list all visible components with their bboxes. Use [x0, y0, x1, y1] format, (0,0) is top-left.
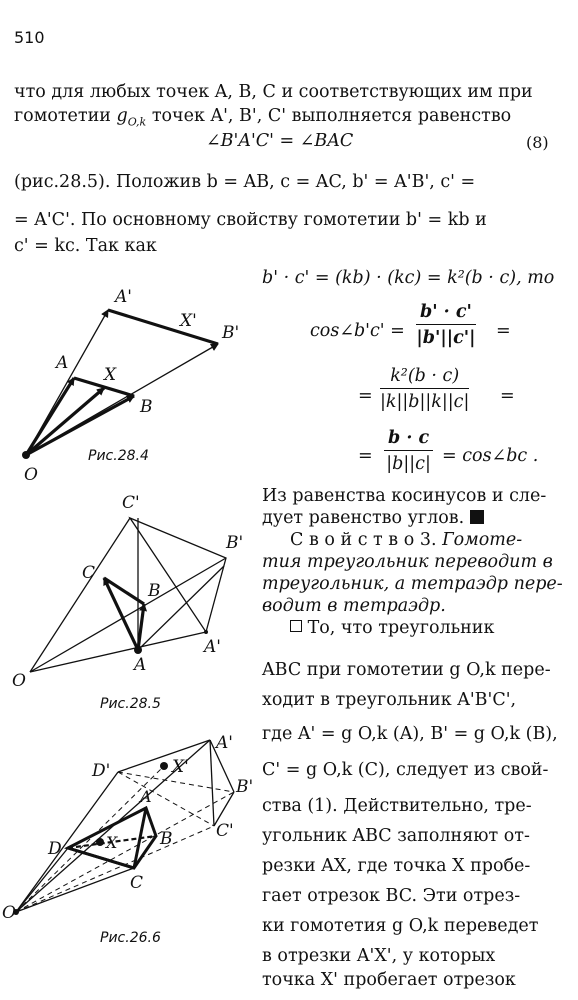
text-r18: точка X' пробегает отрезок [262, 970, 516, 990]
label-a: A [140, 787, 152, 806]
fraction-1-eq: = [496, 321, 511, 341]
label-b: B [140, 397, 153, 417]
end-of-proof-icon [470, 510, 484, 524]
homothety-symbol: g [116, 106, 128, 126]
cos-lhs: cos∠b'c' = [310, 321, 405, 341]
triangle-a1b1c1 [130, 518, 226, 632]
label-c: C [130, 873, 144, 893]
label-b1: B' [236, 777, 254, 797]
ray-oc1 [30, 518, 130, 672]
edge-dc [68, 848, 134, 868]
label-b1: B' [222, 323, 240, 343]
text-r16: ки гомотетия g O,k переведет [262, 916, 539, 936]
text-line-2-end: точек A', B', C' выполняется равенство [151, 106, 512, 126]
label-d1: D' [92, 761, 111, 781]
text-r9: ходит в треугольник A'B'C', [262, 690, 517, 710]
fraction-3-rhs: = cos∠bc . [442, 446, 539, 466]
text-line-4: (рис.28.5). Положив b = AB, c = AC, b' = A'B', c' = [14, 172, 476, 192]
caption-28-5: Рис.28.5 [100, 696, 161, 712]
equation-8: ∠B'A'C' = ∠BAC [206, 131, 354, 151]
text-r6: водит в тетраэдр. [262, 596, 446, 616]
label-a: A [134, 655, 147, 675]
equation-number: (8) [526, 133, 549, 152]
fraction-3-den: |b||c| [386, 454, 431, 474]
text-r7-text: То, что треугольник [307, 618, 495, 638]
text-r4: тия треугольник переводит в [262, 552, 553, 572]
point-x1 [160, 762, 168, 770]
fraction-3 [384, 428, 433, 474]
label-a: A [56, 353, 69, 373]
text-line-5: = A'C'. По основному свойству гомотетии b' = kb и [14, 210, 487, 230]
fraction-2-lhs: = [358, 386, 373, 406]
homothety-subscript: O,k [127, 115, 147, 129]
label-x: X [104, 365, 117, 385]
point-o [22, 451, 30, 459]
text-r2-text: дует равенство углов. [262, 508, 465, 528]
text-line-1: что для любых точек A, B, C и соответствующих им при [14, 82, 533, 102]
label-o: O [12, 671, 26, 691]
label-d: D [48, 839, 62, 859]
label-o: O [2, 903, 16, 923]
property-title: С в о й с т в о 3. [290, 530, 437, 550]
label-a1: A' [115, 287, 132, 307]
label-c: C [82, 563, 96, 583]
fraction-2 [380, 366, 469, 412]
label-c1: C' [216, 821, 234, 841]
text-r10: где A' = g O,k (A), B' = g O,k (B), [262, 724, 558, 744]
figure-28-5 [0, 486, 260, 716]
caption-28-4: Рис.28.4 [88, 448, 149, 464]
text-r17: в отрезки A'X', у которых [262, 946, 496, 966]
fraction-2-num: k²(b · c) [380, 366, 469, 389]
text-r7 [290, 618, 494, 640]
figure-28-4 [0, 280, 260, 490]
caption-26-6: Рис.26.6 [100, 930, 161, 946]
label-b: B [148, 581, 161, 601]
label-x1: X' [172, 757, 189, 777]
text-r15: гает отрезок BC. Эти отрез- [262, 886, 521, 906]
label-x: X [106, 833, 118, 852]
edge-a1c1 [210, 740, 214, 826]
equation-dot-product: b' · c' = (kb) · (kc) = k²(b · c), то [262, 268, 555, 288]
ray-oa1 [30, 632, 206, 672]
vector-ox [26, 388, 104, 455]
text-line-6: c' = kc. Так как [14, 236, 157, 256]
label-b: B [160, 829, 173, 849]
point-a [134, 646, 142, 654]
text-r11: C' = g O,k (C), следует из свой- [262, 760, 549, 780]
label-o: O [24, 465, 38, 485]
point-x [96, 838, 104, 846]
ray-ob1 [30, 558, 226, 672]
fraction-2-den: |k||b||k||c| [380, 392, 470, 412]
point-a1 [204, 630, 208, 634]
fraction-1 [416, 302, 476, 348]
fraction-1-num: b' · c' [416, 302, 476, 325]
proof-start-icon [290, 620, 302, 632]
page-number: 510 [14, 28, 45, 47]
text-r8: ABC при гомотетии g O,k пере- [262, 660, 551, 680]
text-r14: резки AX, где точка X пробе- [262, 856, 531, 876]
label-b1: B' [226, 533, 244, 553]
label-x1: X' [180, 311, 197, 331]
text-r2 [262, 508, 484, 530]
segment-a1b1 [108, 310, 218, 344]
label-a1: A' [204, 637, 221, 657]
fraction-2-eq: = [500, 386, 515, 406]
text-r12: ства (1). Действительно, тре- [262, 796, 532, 816]
fraction-3-num: b · c [384, 428, 433, 451]
text-r1: Из равенства косинусов и сле- [262, 486, 547, 506]
property-text-start: Гомоте- [442, 530, 523, 550]
text-line-2 [14, 106, 511, 129]
label-a1: A' [216, 733, 233, 753]
text-line-2-start: гомотетии [14, 106, 111, 126]
text-r3 [290, 530, 522, 552]
text-r5: треугольник, а тетраэдр пере- [262, 574, 563, 594]
figure-26-6 [0, 720, 260, 950]
label-c1: C' [122, 493, 140, 513]
vector-ab [138, 604, 144, 650]
fraction-3-lhs: = [358, 446, 373, 466]
fraction-1-den: |b'||c'| [416, 328, 476, 348]
text-r13: угольник ABC заполняют от- [262, 826, 530, 846]
